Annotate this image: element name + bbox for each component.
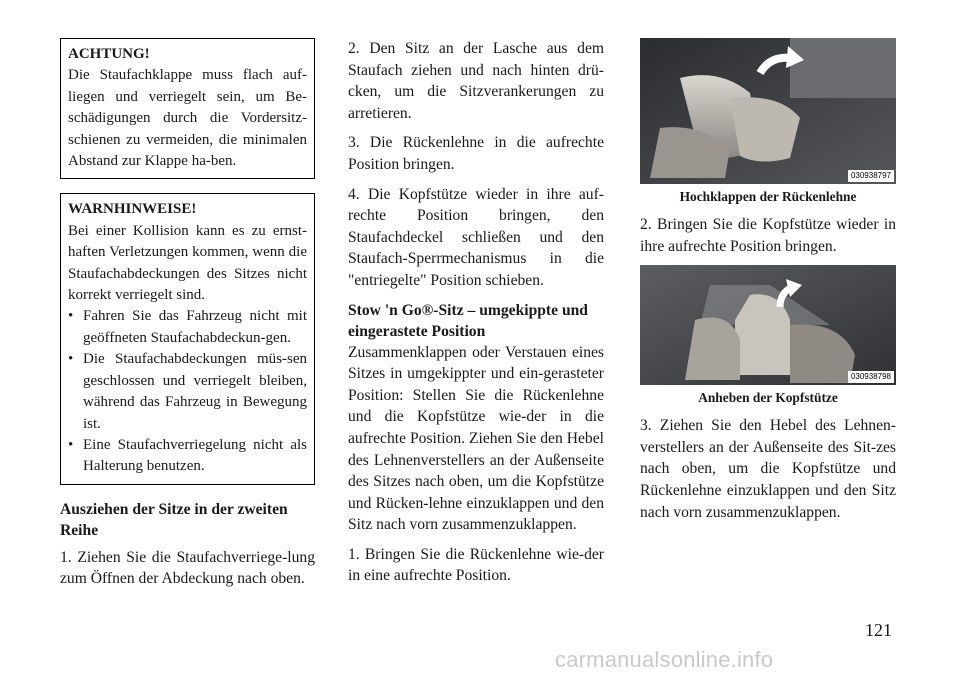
step-1-text: 1. Ziehen Sie die Staufachverriege-lung zum Öffnen der Abdeckung nach oben. bbox=[60, 548, 315, 588]
image-caption: Anheben der Kopfstütze bbox=[698, 390, 838, 406]
middle-column bbox=[348, 38, 604, 595]
step-3-text: 3. Die Rückenlehne in die aufrechte Position bringen. bbox=[348, 134, 604, 173]
warning-bullet: • Eine Staufachverriegelung nicht als Halterung benutzen. bbox=[68, 435, 307, 478]
warning-intro: Bei einer Kollision kann es zu ernst-haften Verletzungen kommen, wenn die Staufachabdeckungen des Sitzes nicht korrekt verriegelt sind. bbox=[68, 222, 307, 304]
section-heading: Ausziehen der Sitze in der zweiten Reihe bbox=[60, 500, 288, 539]
image-code: 030938798 bbox=[848, 371, 894, 383]
image-code: 030938797 bbox=[848, 170, 894, 182]
right-column bbox=[640, 38, 896, 531]
watermark: carmanualsonline.info bbox=[555, 647, 774, 672]
warning-list bbox=[68, 306, 307, 477]
lever-step-3-text: 3. Ziehen Sie den Hebel des Lehnen-verstellers an der Außenseite des Sit-zes nach oben, um die Kopfstütze und Rückenlehne einzuklappen und den Sitz nach vorn zusammenzuklappen. bbox=[640, 417, 896, 521]
step-4-text: 4. Die Kopfstütze wieder in ihre auf-rechte Position bringen, den Staufachdeckel schließen und den Staufach-Sperrmechanismus in die "entriegelte" Position schieben. bbox=[348, 185, 604, 289]
left-column bbox=[60, 38, 315, 598]
headrest-step-2-text: 2. Bringen Sie die Kopfstütze wieder in ihre aufrechte Position bringen. bbox=[640, 216, 896, 255]
step-2-text: 2. Den Sitz an der Lasche aus dem Staufach ziehen und nach hinten drü-cken, um die Sitzverankerungen zu arretieren. bbox=[348, 40, 604, 122]
stow-n-go-paragraph: Zusammenklappen oder Verstauen eines Sitzes in umgekippter und ein-gerasteter Position: Stellen Sie die Rückenlehne und die Kopfstütze wie-der in die aufrechte Position. Ziehen Sie den Hebel des Lehnenverstellers an der Außenseite des Sitzes nach oben, um die Kopfstütze und Rücken-lehne einzuklappen und den Sitz nach vorn zusammenzuklappen. bbox=[348, 343, 604, 534]
stow-n-go-heading: Stow 'n Go®-Sitz – umgekippte und eingerastete Position bbox=[348, 301, 588, 340]
warning-bullet: • Die Staufachabdeckungen müs-sen geschlossen und verriegelt bleiben, während das Fahrzeug in Bewegung ist. bbox=[68, 349, 307, 435]
image-caption: Hochklappen der Rückenlehne bbox=[679, 189, 857, 204]
seat-illustration bbox=[640, 38, 896, 184]
seatback-photo bbox=[640, 38, 896, 184]
warning-box bbox=[60, 193, 315, 484]
caution-heading: ACHTUNG! bbox=[68, 46, 150, 62]
fold-step-1-text: 1. Bringen Sie die Rückenlehne wie-der in eine aufrechte Position. bbox=[348, 545, 604, 585]
page-number: 121 bbox=[865, 620, 892, 640]
caution-box bbox=[60, 38, 315, 179]
warning-bullet: • Fahren Sie das Fahrzeug nicht mit geöffneten Staufachabdeckun-gen. bbox=[68, 306, 307, 349]
headrest-photo bbox=[640, 265, 896, 385]
seat-illustration bbox=[640, 265, 896, 385]
warning-heading: WARNHINWEISE! bbox=[68, 201, 197, 218]
caution-text: Die Staufachklappe muss flach auf-liegen und verriegelt sein, um Be-schädigungen durch die Vordersitz-schienen zu vermeiden, die minimalen Abstand zur Klappe ha-ben. bbox=[68, 67, 307, 170]
